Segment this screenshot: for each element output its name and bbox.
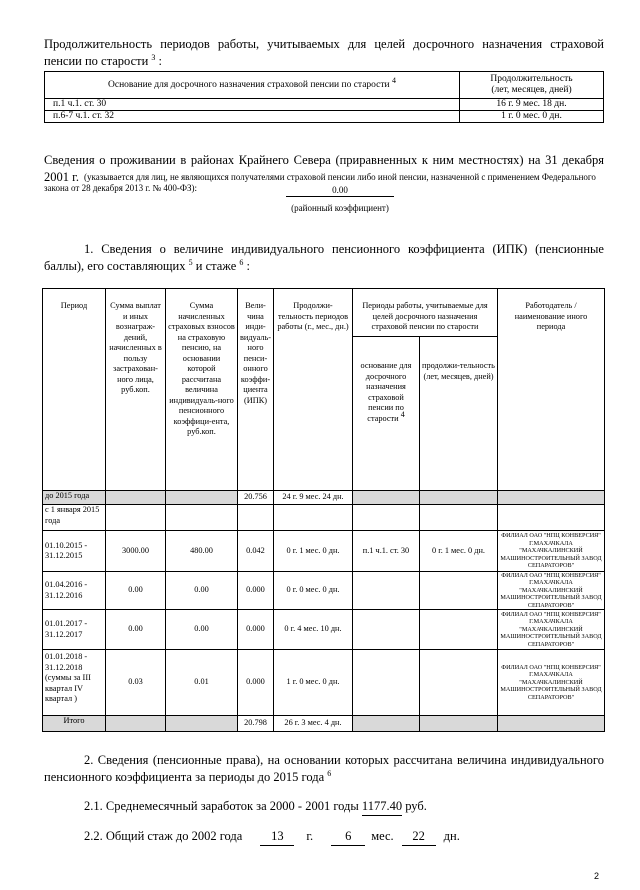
ipk-cell: 0.000 xyxy=(238,610,274,650)
payments-cell: 0.00 xyxy=(106,610,166,650)
days-value: 22 xyxy=(402,828,436,846)
rights-heading: 2. Сведения (пенсионные права), на основании которых рассчитана величина индивидуального пенсионного коэффициента за периоды до 2015 года $^6$ xyxy=(44,753,604,784)
header-early-group: Периоды работы, учитываемые для целей досрочного назначения страховой пенсии по старости xyxy=(353,289,498,337)
early-basis-cell xyxy=(353,572,420,610)
page-number: 2 xyxy=(594,871,600,881)
total-duration: 26 г. 3 мес. 4 дн. xyxy=(274,716,353,732)
employer-cell: ФИЛИАЛ ОАО "НПЦ КОНВЕРСИЯ" Г.МАХАЧКАЛА "МАХАЧКАЛИНСКИЙ МАШИНОСТРОИТЕЛЬНЫЙ ЗАВОД СЕПАРАТОРОВ" xyxy=(498,531,605,572)
row-since-2015 xyxy=(43,505,605,531)
total-ipk: 20.798 xyxy=(238,716,274,732)
table-row xyxy=(43,531,605,572)
early-basis-cell: п.1 ч.1. ст. 30 xyxy=(353,531,420,572)
early-basis-cell xyxy=(353,650,420,716)
early-periods-heading: Продолжительность периодов работы, учитываемых для целей досрочного назначения страховой пенсии по старости $^3$ : xyxy=(44,37,604,68)
ipk-cell: 0.042 xyxy=(238,531,274,572)
table-row xyxy=(45,99,604,111)
salary-line: 2.1. Среднемесячный заработок за 2000 - 2001 годы 1177.40 руб. xyxy=(84,798,604,816)
months-value: 6 xyxy=(331,828,365,846)
stazh-line: 2.2. Общий стаж до 2002 года 13 г. 6 мес. 22 дн. xyxy=(84,828,604,846)
duration-cell: 0 г. 1 мес. 0 дн. xyxy=(274,531,353,572)
duration-cell: 16 г. 9 мес. 18 дн. xyxy=(460,99,604,111)
ipk-cell: 0.000 xyxy=(238,572,274,610)
employer-cell: ФИЛИАЛ ОАО "НПЦ КОНВЕРСИЯ" Г.МАХАЧКАЛА "МАХАЧКАЛИНСКИЙ МАШИНОСТРОИТЕЛЬНЫЙ ЗАВОД СЕПАРАТОРОВ" xyxy=(498,650,605,716)
payments-cell: 0.00 xyxy=(106,572,166,610)
header-early-duration: продолжи-тельность (лет, месяцев, дней) xyxy=(420,337,498,491)
employer-cell: ФИЛИАЛ ОАО "НПЦ КОНВЕРСИЯ" Г.МАХАЧКАЛА "МАХАЧКАЛИНСКИЙ МАШИНОСТРОИТЕЛЬНЫЙ ЗАВОД СЕПАРАТОРОВ" xyxy=(498,572,605,610)
years-value: 13 xyxy=(260,828,294,846)
col-duration-header: Продолжительность (лет, месяцев, дней) xyxy=(460,72,604,99)
duration-cell: 24 г. 9 мес. 24 дн. xyxy=(274,491,353,505)
payments-cell: 0.03 xyxy=(106,650,166,716)
early-periods-table xyxy=(44,71,604,123)
contrib-cell: 0.01 xyxy=(166,650,238,716)
period-cell: с 1 января 2015 года xyxy=(43,505,106,531)
col-basis-header: Основание для досрочного назначения страховой пенсии по старости $^4$ xyxy=(45,72,460,99)
header-sum-contributions: Сумма начисленных страховых взносов на страховую пенсию, на основании которой рассчитана величина индивидуаль-ного пенсионного коэффици-ента, руб.коп. xyxy=(166,289,238,491)
header-period: Период xyxy=(43,289,106,491)
duration-cell: 1 г. 0 мес. 0 дн. xyxy=(460,111,604,123)
early-duration-cell: 0 г. 1 мес. 0 дн. xyxy=(420,531,498,572)
total-label: Итого xyxy=(43,716,106,732)
header-ipk: Вели-чина инди-видуаль-ного пенси-онного коэффи-циента (ИПК) xyxy=(238,289,274,491)
early-duration-cell xyxy=(420,572,498,610)
period-note: (суммы за III квартал IV квартал ) xyxy=(45,673,91,704)
payments-cell: 3000.00 xyxy=(106,531,166,572)
table-row xyxy=(45,111,604,123)
north-note: (указывается для лиц, не являющихся получателями страховой пенсии либо иной пенсии, назначенной с применением Федерального закона от 28 декабря 2013 г. № 400-ФЗ): xyxy=(44,172,596,193)
ipk-cell: 20.756 xyxy=(238,491,274,505)
row-before-2015 xyxy=(43,491,605,505)
ipk-heading: 1. Сведения о величине индивидуального пенсионного коэффициента (ИПК) (пенсионные баллы), его составляющих $^5$ и стаже $^6$ : xyxy=(44,242,604,273)
north-text: Сведения о проживании в районах Крайнего Севера (приравненных к ним местностях) на 31 декабря 2001 г. xyxy=(44,153,604,184)
coef-value: 0.00 xyxy=(286,185,394,197)
duration-cell: 0 г. 4 мес. 10 дн. xyxy=(274,610,353,650)
contrib-cell: 0.00 xyxy=(166,572,238,610)
period-cell: 01.04.2016 - 31.12.2016 xyxy=(43,572,106,610)
table-row xyxy=(43,610,605,650)
contrib-cell: 480.00 xyxy=(166,531,238,572)
header-sum-payments: Сумма выплат и иных вознаграж-дений, начисленных в пользу застрахован-ного лица, руб.коп. xyxy=(106,289,166,491)
duration-cell: 0 г. 0 мес. 0 дн. xyxy=(274,572,353,610)
ipk-cell: 0.000 xyxy=(238,650,274,716)
header-employer: Работодатель / наименование иного периода xyxy=(498,289,605,491)
period-cell: 01.01.2018 - 31.12.2018 (суммы за III квартал IV квартал ) xyxy=(43,650,106,716)
table-row xyxy=(43,572,605,610)
basis-cell: п.6-7 ч.1. ст. 32 xyxy=(45,111,460,123)
duration-cell: 1 г. 0 мес. 0 дн. xyxy=(274,650,353,716)
contrib-cell: 0.00 xyxy=(166,610,238,650)
header-early-basis: основание для досрочного назначения страховой пенсии по старости $^4$ xyxy=(353,337,420,491)
early-duration-cell xyxy=(420,610,498,650)
employer-cell: ФИЛИАЛ ОАО "НПЦ КОНВЕРСИЯ" Г.МАХАЧКАЛА "МАХАЧКАЛИНСКИЙ МАШИНОСТРОИТЕЛЬНЫЙ ЗАВОД СЕПАРАТОРОВ" xyxy=(498,610,605,650)
period-cell: до 2015 года xyxy=(43,491,106,505)
early-duration-cell xyxy=(420,650,498,716)
period-cell: 01.01.2017 - 31.12.2017 xyxy=(43,610,106,650)
salary-value: 1177.40 xyxy=(362,798,402,816)
header-duration: Продолжи-тельность периодов работы (г., мес., дн.) xyxy=(274,289,353,491)
ipk-table xyxy=(42,288,605,732)
basis-cell: п.1 ч.1. ст. 30 xyxy=(45,99,460,111)
early-basis-cell xyxy=(353,610,420,650)
coef-label: (районный коэффициент) xyxy=(291,203,389,213)
table-row xyxy=(43,650,605,716)
period-cell: 01.10.2015 - 31.12.2015 xyxy=(43,531,106,572)
row-total xyxy=(43,716,605,732)
